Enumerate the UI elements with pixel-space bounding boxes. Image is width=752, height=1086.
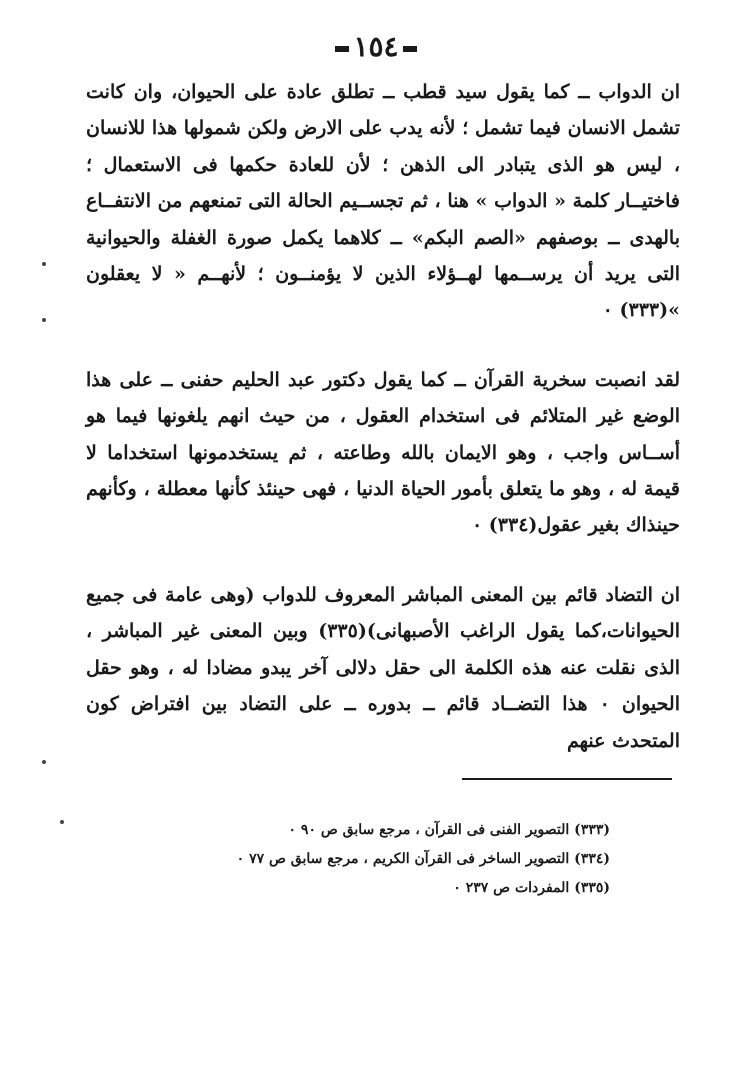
scan-speck [60,820,64,824]
page-number [0,30,752,63]
scan-speck [42,262,46,266]
footnote-334: (٣٣٤) التصوير الساخر فى القرآن الكريم ، مرجع سابق ص ٧٧ ٠ [236,851,610,867]
page-number-dash-left [335,46,349,52]
scan-speck [42,760,46,764]
footnote-333: (٣٣٣) التصوير الفنى فى القرآن ، مرجع سابق ص ٩٠ ٠ [288,822,610,838]
paragraph-1: ان الدواب ــ كما يقول سيد قطب ــ تطلق عادة على الحيوان، وان كانت تشمل الانسان فيما تشمل ؛ لأنه يدب على الارض ولكن شمولها هذا للانسان ، ليس هو الذى يتبادر الى الذهن ؛ لأن للعادة حكمها فى الاستعمال ؛ فاختيــار كلمة « الدواب » هنا ، ثم تجســيم الحالة التى تمنعهم من الانتفــاع بالهدى ــ بوصفهم «الصم البكم» ــ كلاهما يكمل صورة الغفلة والحيوانية التى يريد أن يرســمها لهــؤلاء الذين لا يؤمنــون ؛ لأنهــم « لا يعقلون »(٣٣٣) ٠ [86,81,680,322]
page-number-dash-right [403,46,417,52]
footnote-335: (٣٣٥) المفردات ص ٢٣٧ ٠ [453,880,610,896]
scan-speck [42,318,46,322]
paragraph-gap [86,329,680,362]
paragraph-gap [86,544,680,577]
body-text [86,74,680,759]
paragraph-3: ان التضاد قائم بين المعنى المباشر المعروف للدواب (وهى عامة فى جميع الحيوانات،كما يقول الراغب الأصبهانى)(٣٣٥) وبين المعنى غير المباشر ، الذى نقلت عنه هذه الكلمة الى حقل دلالى آخر يبدو مضادا له ، وهو حقل الحيوان ٠ هذا التضــاد قائم ــ بدوره ــ على التضاد بين افتراض كون المتحدث عنهم [86,583,680,752]
paragraph-2: لقد انصبت سخرية القرآن ــ كما يقول دكتور عبد الحليم حفنى ــ على هذا الوضع غير المتلائم فى استخدام العقول ، من حيث انهم يلغونها فيما هو أســاس واجب ، وهو الايمان بالله وطاعته ، ثم يستخدمونها استخداما لا قيمة له ، وهو ما يتعلق بأمور الحياة الدنيا ، فهى حينئذ كأنها معطلة ، وكأنهم حينذاك بغير عقول(٣٣٤) ٠ [86,368,680,537]
footnote-separator [462,778,672,780]
page-number-text: ١٥٤ [353,30,399,63]
footnotes [130,816,610,903]
